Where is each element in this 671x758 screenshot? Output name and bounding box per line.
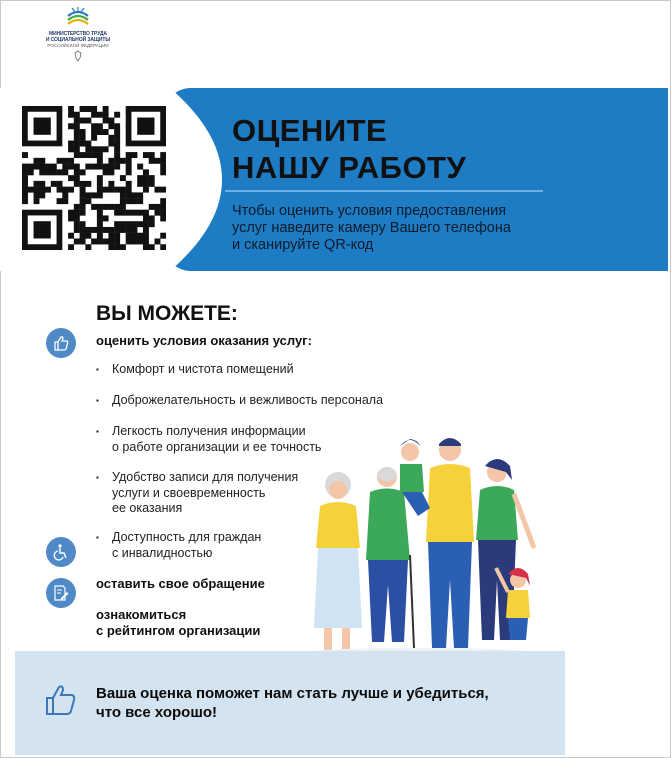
banner-subtitle-line-2: услуг наведите камеру Вашего телефона <box>232 220 511 236</box>
banner-subtitle-line-1: Чтобы оценить условия предоставления <box>232 203 507 219</box>
list-item: ▪ Удобство записи для получения услуги и своевременность ее оказания <box>96 470 298 517</box>
qr-finder-pattern <box>22 210 62 250</box>
banner-title-line-1: ОЦЕНИТЕ <box>232 113 388 148</box>
banner-subtitle-line-3: и сканируйте QR-код <box>232 237 374 253</box>
emblem-icon <box>73 50 83 62</box>
disability-icon-circle <box>46 537 76 567</box>
rate-icon-circle <box>46 328 76 358</box>
banner-divider <box>225 190 543 192</box>
appeal-icon-circle <box>46 578 76 608</box>
list-item: ▪ Комфорт и чистота помещений <box>96 362 294 378</box>
ministry-logo <box>44 6 112 62</box>
qr-finder-pattern <box>126 106 166 146</box>
logo-line-1: МИНИСТЕРСТВО ТРУДА <box>49 31 107 37</box>
option-leave-appeal: оставить свое обращение <box>96 576 265 591</box>
ministry-logo-icon <box>66 6 90 32</box>
option-rate-services: оценить условия оказания услуг: <box>96 333 312 348</box>
banner-title-line-2: НАШУ РАБОТУ <box>232 150 467 185</box>
logo-line-2: И СОЦИАЛЬНОЙ ЗАЩИТЫ <box>45 36 111 43</box>
list-item: ▪ Доброжелательность и вежливость персонала <box>96 393 383 409</box>
logo-line-3: РОССИЙСКОЙ ФЕДЕРАЦИИ <box>47 43 109 48</box>
banner-subtitle <box>232 203 532 254</box>
document-pen-icon <box>52 584 70 602</box>
footer-message: Ваша оценка поможет нам стать лучше и убедиться, что все хорошо! <box>96 685 489 721</box>
disability-icon <box>52 543 70 561</box>
section-heading: ВЫ МОЖЕТЕ: <box>96 302 238 325</box>
thumbs-up-outline-icon <box>44 684 78 716</box>
qr-code[interactable] <box>22 106 166 250</box>
qr-finder-pattern <box>22 106 62 146</box>
list-item: ▪ Легкость получения информации о работе организации и ее точность <box>96 424 321 455</box>
family-illustration <box>290 430 540 658</box>
thumbs-up-icon <box>52 334 70 352</box>
list-item: ▪ Доступность для граждан с инвалидностью <box>96 530 261 561</box>
banner-title <box>232 112 466 186</box>
option-view-rating: ознакомиться с рейтингом организации <box>96 607 261 638</box>
